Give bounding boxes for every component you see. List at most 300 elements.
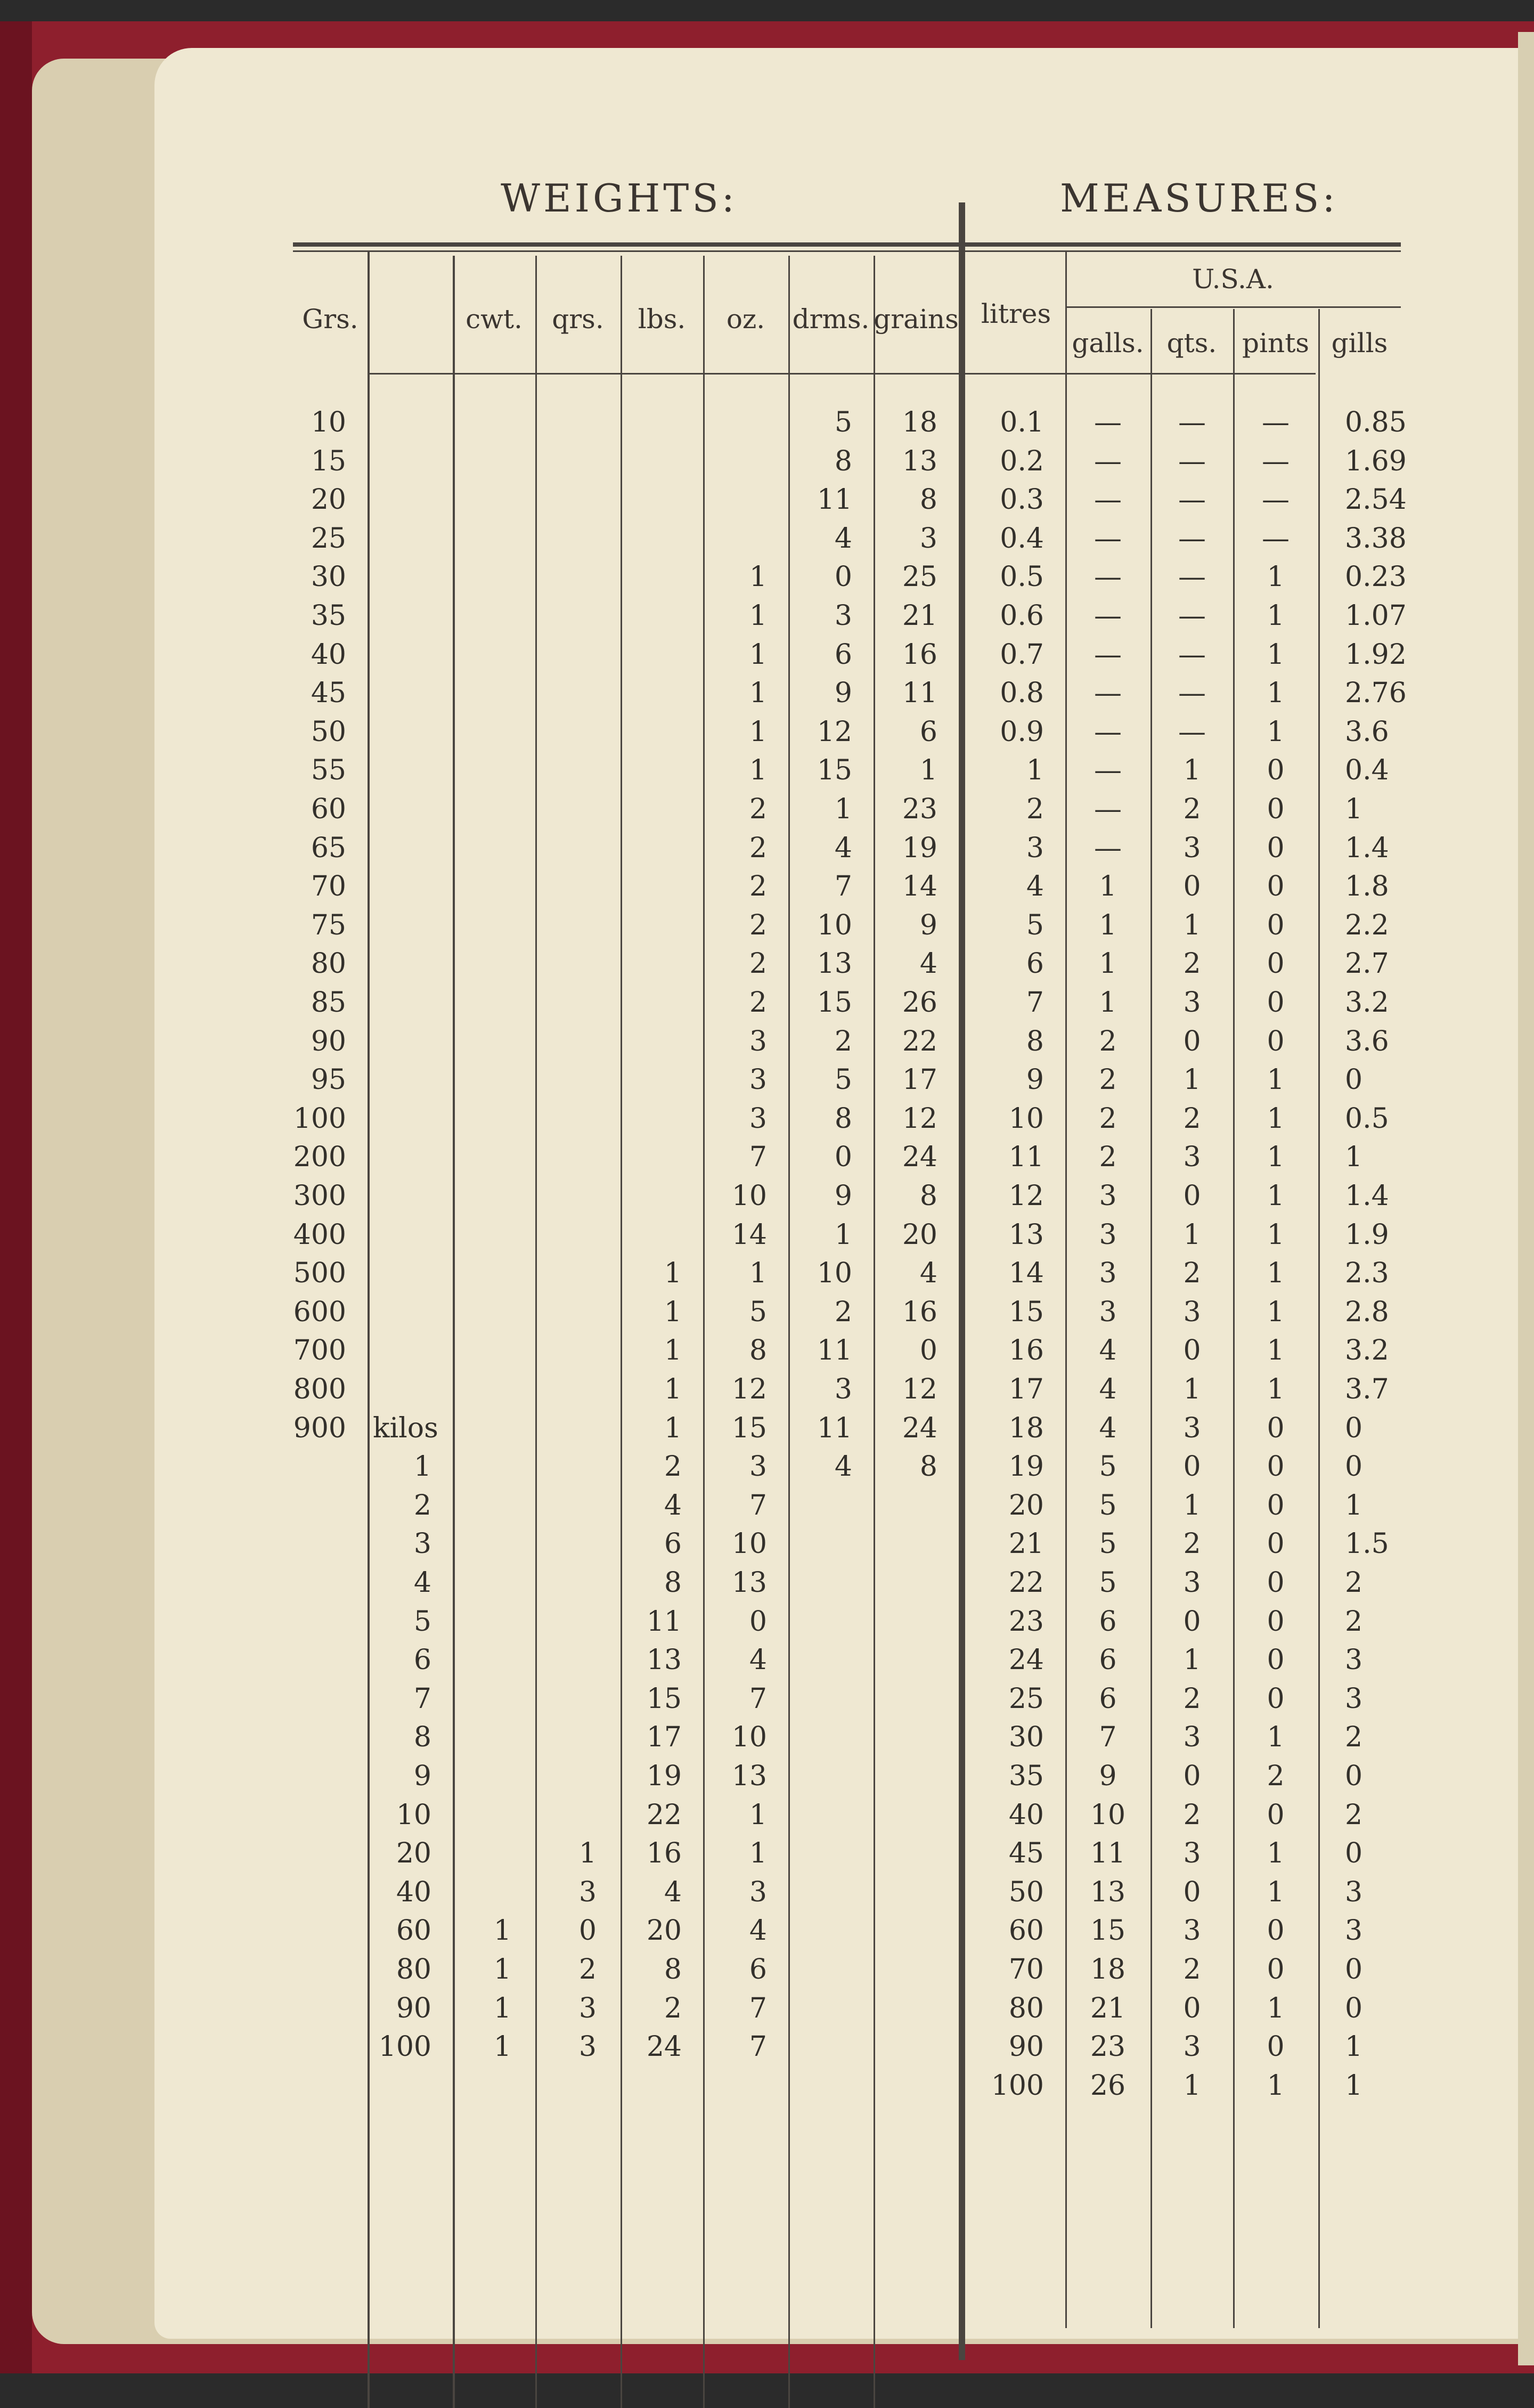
galls-cell: 2 [1099,1064,1117,1096]
galls-cell: — [1094,522,1122,555]
header-pints: pints [1242,328,1309,359]
kilos-cell: 1 [413,1451,431,1483]
litres-cell: 25 [1008,1682,1044,1715]
oz-cell: 1 [749,561,767,593]
qts-cell: 0 [1183,1605,1201,1638]
grains-cell: 23 [902,793,937,825]
grs-cell: 95 [311,1064,346,1096]
grains-cell: 9 [919,909,937,941]
qrs-cell: 2 [578,1954,597,1986]
qts-cell: 0 [1183,1451,1201,1483]
oz-cell: 1 [749,754,767,787]
gills-cell: 0 [1345,1954,1363,1986]
pints-cell: 1 [1267,561,1285,593]
litres-cell: 70 [1008,1954,1044,1986]
kilos-cell: 80 [396,1954,431,1986]
qts-cell: — [1178,561,1206,593]
gills-cell: 1 [1345,2069,1363,2102]
pints-cell: 0 [1267,1489,1285,1522]
drms-cell: 9 [834,1180,852,1212]
litres-cell: 21 [1008,1528,1044,1560]
oz-cell: 13 [731,1760,767,1792]
grains-cell: 3 [919,522,937,555]
galls-cell: 4 [1099,1412,1117,1444]
litres-cell: 23 [1008,1605,1044,1638]
grs-cell: 10 [311,406,346,438]
drms-cell: 2 [834,1025,852,1057]
pints-cell: 1 [1267,1218,1285,1251]
galls-cell: — [1094,754,1122,787]
lbs-cell: 11 [646,1605,682,1638]
grs-cell: 600 [293,1296,346,1328]
qts-cell: 1 [1183,909,1201,941]
lbs-cell: 2 [664,1992,682,2024]
drms-cell: 3 [834,600,852,632]
galls-cell: — [1094,793,1122,825]
gills-cell: 1 [1345,2031,1363,2063]
litres-cell: 9 [1026,1064,1044,1096]
oz-cell: 7 [749,2031,767,2063]
qrs-cell: 3 [578,1876,597,1908]
gills-cell: 1.69 [1345,445,1407,477]
grs-cell: 800 [293,1373,346,1405]
drms-cell: 10 [817,909,852,941]
galls-cell: 3 [1099,1296,1117,1328]
qrs-cell: 0 [578,1915,597,1947]
grains-cell: 20 [902,1218,937,1251]
column-divider [621,256,622,2408]
oz-cell: 7 [749,1682,767,1715]
drms-cell: 5 [834,406,852,438]
gills-cell: 3.6 [1345,1025,1389,1057]
pints-cell: 1 [1267,2069,1285,2102]
galls-cell: 3 [1099,1257,1117,1290]
litres-cell: 0.7 [1000,638,1044,671]
qts-cell: 2 [1183,793,1201,825]
litres-cell: 17 [1008,1373,1044,1405]
column-divider [1233,309,1235,2328]
qts-cell: 1 [1183,1373,1201,1405]
galls-cell: 2 [1099,1102,1117,1135]
gills-cell: 3 [1345,1915,1363,1947]
gills-cell: 1.5 [1345,1528,1389,1560]
grains-cell: 11 [902,677,937,710]
pints-cell: — [1262,445,1290,477]
drms-cell: 11 [817,1335,852,1367]
pints-cell: 0 [1267,1954,1285,1986]
galls-cell: 10 [1090,1799,1126,1831]
drms-cell: 7 [834,871,852,903]
litres-cell: 15 [1008,1296,1044,1328]
galls-cell: 1 [1099,948,1117,980]
pints-cell: 1 [1267,1296,1285,1328]
litres-cell: 14 [1008,1257,1044,1290]
grs-cell: 75 [311,909,346,941]
kilos-cell: 10 [396,1799,431,1831]
kilos-cell: 7 [413,1682,431,1715]
qts-cell: 3 [1183,987,1201,1019]
galls-cell: 15 [1090,1915,1126,1947]
litres-cell: 35 [1008,1760,1044,1792]
gills-cell: 0.5 [1345,1102,1389,1135]
litres-cell: 2 [1026,793,1044,825]
oz-cell: 4 [749,1644,767,1677]
lbs-cell: 1 [664,1335,682,1367]
header-drms: drms. [792,304,870,335]
pints-cell: 0 [1267,2031,1285,2063]
header-cwt: cwt. [466,304,523,335]
grains-cell: 16 [902,1296,937,1328]
oz-cell: 10 [731,1180,767,1212]
qts-cell: 1 [1183,754,1201,787]
grains-cell: 1 [919,754,937,787]
litres-cell: 13 [1008,1218,1044,1251]
lbs-cell: 16 [646,1837,682,1870]
gills-cell: 1 [1345,1489,1363,1522]
kilos-cell: 8 [413,1721,431,1754]
header-grs: Grs. [302,304,358,335]
qts-cell: 3 [1183,1721,1201,1754]
gills-cell: 3.2 [1345,1335,1389,1367]
oz-cell: 3 [749,1064,767,1096]
grains-cell: 8 [919,1451,937,1483]
galls-cell: — [1094,638,1122,671]
qts-cell: 2 [1183,1954,1201,1986]
qts-cell: 3 [1183,1567,1201,1599]
gills-cell: 2 [1345,1799,1363,1831]
qts-cell: 3 [1183,832,1201,864]
gills-cell: 0.85 [1345,406,1407,438]
lbs-cell: 17 [646,1721,682,1754]
qts-cell: 0 [1183,1876,1201,1908]
pints-cell: 1 [1267,600,1285,632]
grains-cell: 12 [902,1373,937,1405]
litres-cell: 60 [1008,1915,1044,1947]
weights-heading: WEIGHTS: [501,176,738,221]
gills-cell: 1.4 [1345,832,1389,864]
litres-cell: 4 [1026,871,1044,903]
cwt-cell: 1 [493,1992,511,2024]
grains-cell: 24 [902,1141,937,1174]
oz-cell: 3 [749,1102,767,1135]
galls-cell: 18 [1090,1954,1126,1986]
drms-cell: 10 [817,1257,852,1290]
oz-cell: 0 [749,1605,767,1638]
pints-cell: 2 [1267,1760,1285,1792]
drms-cell: 0 [834,1141,852,1174]
pints-cell: 1 [1267,1721,1285,1754]
grains-cell: 12 [902,1102,937,1135]
grains-cell: 13 [902,445,937,477]
oz-cell: 3 [749,1451,767,1483]
grs-cell: 25 [311,522,346,555]
galls-cell: 9 [1099,1760,1117,1792]
litres-cell: 16 [1008,1335,1044,1367]
oz-cell: 15 [731,1412,767,1444]
grains-cell: 19 [902,832,937,864]
pints-cell: 1 [1267,1180,1285,1212]
lbs-cell: 1 [664,1412,682,1444]
oz-cell: 1 [749,600,767,632]
qts-cell: — [1178,484,1206,516]
litres-cell: 0.9 [1000,715,1044,748]
litres-cell: 0.2 [1000,445,1044,477]
pints-cell: — [1262,522,1290,555]
gills-cell: 0 [1345,1992,1363,2024]
grs-cell: 60 [311,793,346,825]
kilos-label: kilos [373,1412,438,1444]
header-usa: U.S.A. [1192,264,1274,295]
gills-cell: 1 [1345,793,1363,825]
kilos-cell: 9 [413,1760,431,1792]
grains-cell: 25 [902,561,937,593]
qts-cell: — [1178,522,1206,555]
litres-cell: 19 [1008,1451,1044,1483]
pints-cell: — [1262,484,1290,516]
pints-cell: 0 [1267,1528,1285,1560]
grs-cell: 85 [311,987,346,1019]
gills-cell: 2 [1345,1567,1363,1599]
grains-cell: 4 [919,948,937,980]
cwt-cell: 1 [493,1915,511,1947]
qts-cell: — [1178,600,1206,632]
kilos-cell: 90 [396,1992,431,2024]
gills-cell: 3.6 [1345,715,1389,748]
header-galls: galls. [1072,328,1144,359]
qts-cell: 0 [1183,1992,1201,2024]
grs-cell: 65 [311,832,346,864]
qts-cell: — [1178,406,1206,438]
galls-cell: 21 [1090,1992,1126,2024]
pints-cell: 1 [1267,1876,1285,1908]
grains-cell: 22 [902,1025,937,1057]
pints-cell: 1 [1267,1992,1285,2024]
grs-cell: 30 [311,561,346,593]
litres-cell: 8 [1026,1025,1044,1057]
grains-cell: 14 [902,871,937,903]
grs-cell: 200 [293,1141,346,1174]
qrs-cell: 1 [578,1837,597,1870]
litres-cell: 30 [1008,1721,1044,1754]
pints-cell: 1 [1267,1064,1285,1096]
grs-cell: 20 [311,484,346,516]
oz-cell: 10 [731,1721,767,1754]
gills-cell: 2.3 [1345,1257,1389,1290]
kilos-cell: 20 [396,1837,431,1870]
galls-cell: — [1094,677,1122,710]
header-grains: grains [874,304,959,335]
pints-cell: — [1262,406,1290,438]
pints-cell: 0 [1267,1605,1285,1638]
lbs-cell: 1 [664,1257,682,1290]
galls-cell: 5 [1099,1451,1117,1483]
drms-cell: 0 [834,561,852,593]
drms-cell: 4 [834,522,852,555]
top-thin-rule [293,250,1401,252]
litres-cell: 100 [991,2069,1044,2102]
gills-cell: 2 [1345,1605,1363,1638]
oz-cell: 2 [749,832,767,864]
usa-sub-rule [1065,306,1401,308]
litres-cell: 6 [1026,948,1044,980]
gills-cell: 3.38 [1345,522,1407,555]
grains-cell: 6 [919,715,937,748]
pints-cell: 0 [1267,1915,1285,1947]
oz-cell: 3 [749,1025,767,1057]
pints-cell: 0 [1267,1412,1285,1444]
drms-cell: 8 [834,1102,852,1135]
pints-cell: 0 [1267,832,1285,864]
gills-cell: 0.23 [1345,561,1407,593]
pints-cell: 0 [1267,1451,1285,1483]
gills-cell: 2.7 [1345,948,1389,980]
qts-cell: 3 [1183,1915,1201,1947]
gills-cell: 1.4 [1345,1180,1389,1212]
gills-cell: 0 [1345,1837,1363,1870]
galls-cell: 1 [1099,871,1117,903]
grs-cell: 900 [293,1412,346,1444]
qts-cell: 2 [1183,1799,1201,1831]
litres-cell: 12 [1008,1180,1044,1212]
litres-cell: 1 [1026,754,1044,787]
grains-cell: 8 [919,1180,937,1212]
qts-cell: 1 [1183,1064,1201,1096]
header-oz: oz. [726,304,765,335]
qts-cell: — [1178,715,1206,748]
pints-cell: 1 [1267,1373,1285,1405]
gills-cell: 1.8 [1345,871,1389,903]
galls-cell: 2 [1099,1025,1117,1057]
qts-cell: 0 [1183,1180,1201,1212]
kilos-cell: 100 [378,2031,431,2063]
gills-cell: 1.07 [1345,600,1407,632]
column-divider [368,250,370,2408]
grains-cell: 18 [902,406,937,438]
header-gills: gills [1331,328,1388,359]
galls-cell: 4 [1099,1373,1117,1405]
litres-cell: 0.4 [1000,522,1044,555]
gills-cell: 3 [1345,1682,1363,1715]
pints-cell: 1 [1267,638,1285,671]
gills-cell: 0 [1345,1412,1363,1444]
qts-cell: 2 [1183,1257,1201,1290]
lbs-cell: 6 [664,1528,682,1560]
pints-cell: 0 [1267,948,1285,980]
kilos-cell: 6 [413,1644,431,1677]
cwt-cell: 1 [493,2031,511,2063]
litres-cell: 5 [1026,909,1044,941]
gills-cell: 2.2 [1345,909,1389,941]
oz-cell: 2 [749,793,767,825]
oz-cell: 2 [749,871,767,903]
pints-cell: 1 [1267,1837,1285,1870]
lbs-cell: 8 [664,1567,682,1599]
qts-cell: 0 [1183,871,1201,903]
header-bottom-rule [368,373,1316,375]
gills-cell: 3 [1345,1644,1363,1677]
grains-cell: 0 [919,1335,937,1367]
gills-cell: 2 [1345,1721,1363,1754]
pints-cell: 0 [1267,987,1285,1019]
column-divider [1150,309,1152,2328]
litres-cell: 50 [1008,1876,1044,1908]
drms-cell: 1 [834,793,852,825]
lbs-cell: 8 [664,1954,682,1986]
galls-cell: 13 [1090,1876,1126,1908]
grs-cell: 90 [311,1025,346,1057]
drms-cell: 12 [817,715,852,748]
galls-cell: 2 [1099,1141,1117,1174]
lbs-cell: 1 [664,1373,682,1405]
galls-cell: — [1094,600,1122,632]
litres-cell: 22 [1008,1567,1044,1599]
pints-cell: 0 [1267,754,1285,787]
pints-cell: 1 [1267,1141,1285,1174]
oz-cell: 2 [749,987,767,1019]
drms-cell: 8 [834,445,852,477]
litres-cell: 0.3 [1000,484,1044,516]
pints-cell: 0 [1267,909,1285,941]
oz-cell: 7 [749,1141,767,1174]
gills-cell: 1 [1345,1141,1363,1174]
column-divider [535,256,537,2408]
qts-cell: 3 [1183,1141,1201,1174]
pints-cell: 0 [1267,1567,1285,1599]
oz-cell: 3 [749,1876,767,1908]
grs-cell: 40 [311,638,346,671]
galls-cell: 4 [1099,1335,1117,1367]
grs-cell: 400 [293,1218,346,1251]
qts-cell: — [1178,638,1206,671]
grains-cell: 24 [902,1412,937,1444]
galls-cell: 5 [1099,1567,1117,1599]
grs-cell: 500 [293,1257,346,1290]
litres-cell: 0.5 [1000,561,1044,593]
galls-cell: 5 [1099,1489,1117,1522]
gills-cell: 3 [1345,1876,1363,1908]
grs-cell: 80 [311,948,346,980]
lbs-cell: 4 [664,1876,682,1908]
galls-cell: 26 [1090,2069,1126,2102]
qts-cell: 1 [1183,2069,1201,2102]
gills-cell: 3.2 [1345,987,1389,1019]
qrs-cell: 3 [578,1992,597,2024]
litres-cell: 24 [1008,1644,1044,1677]
qts-cell: 3 [1183,1412,1201,1444]
gills-cell: 0 [1345,1064,1363,1096]
qts-cell: 1 [1183,1218,1201,1251]
litres-cell: 0.6 [1000,600,1044,632]
grs-cell: 15 [311,445,346,477]
litres-cell: 0.1 [1000,406,1044,438]
litres-cell: 10 [1008,1102,1044,1135]
top-double-rule [293,242,1401,247]
galls-cell: 3 [1099,1180,1117,1212]
oz-cell: 2 [749,948,767,980]
oz-cell: 14 [731,1218,767,1251]
lbs-cell: 24 [646,2031,682,2063]
oz-cell: 2 [749,909,767,941]
gills-cell: 0.4 [1345,754,1389,787]
qts-cell: — [1178,677,1206,710]
qts-cell: 1 [1183,1644,1201,1677]
qts-cell: — [1178,445,1206,477]
grs-cell: 700 [293,1335,346,1367]
galls-cell: 1 [1099,909,1117,941]
qrs-cell: 3 [578,2031,597,2063]
gills-cell: 0 [1345,1451,1363,1483]
galls-cell: — [1094,715,1122,748]
